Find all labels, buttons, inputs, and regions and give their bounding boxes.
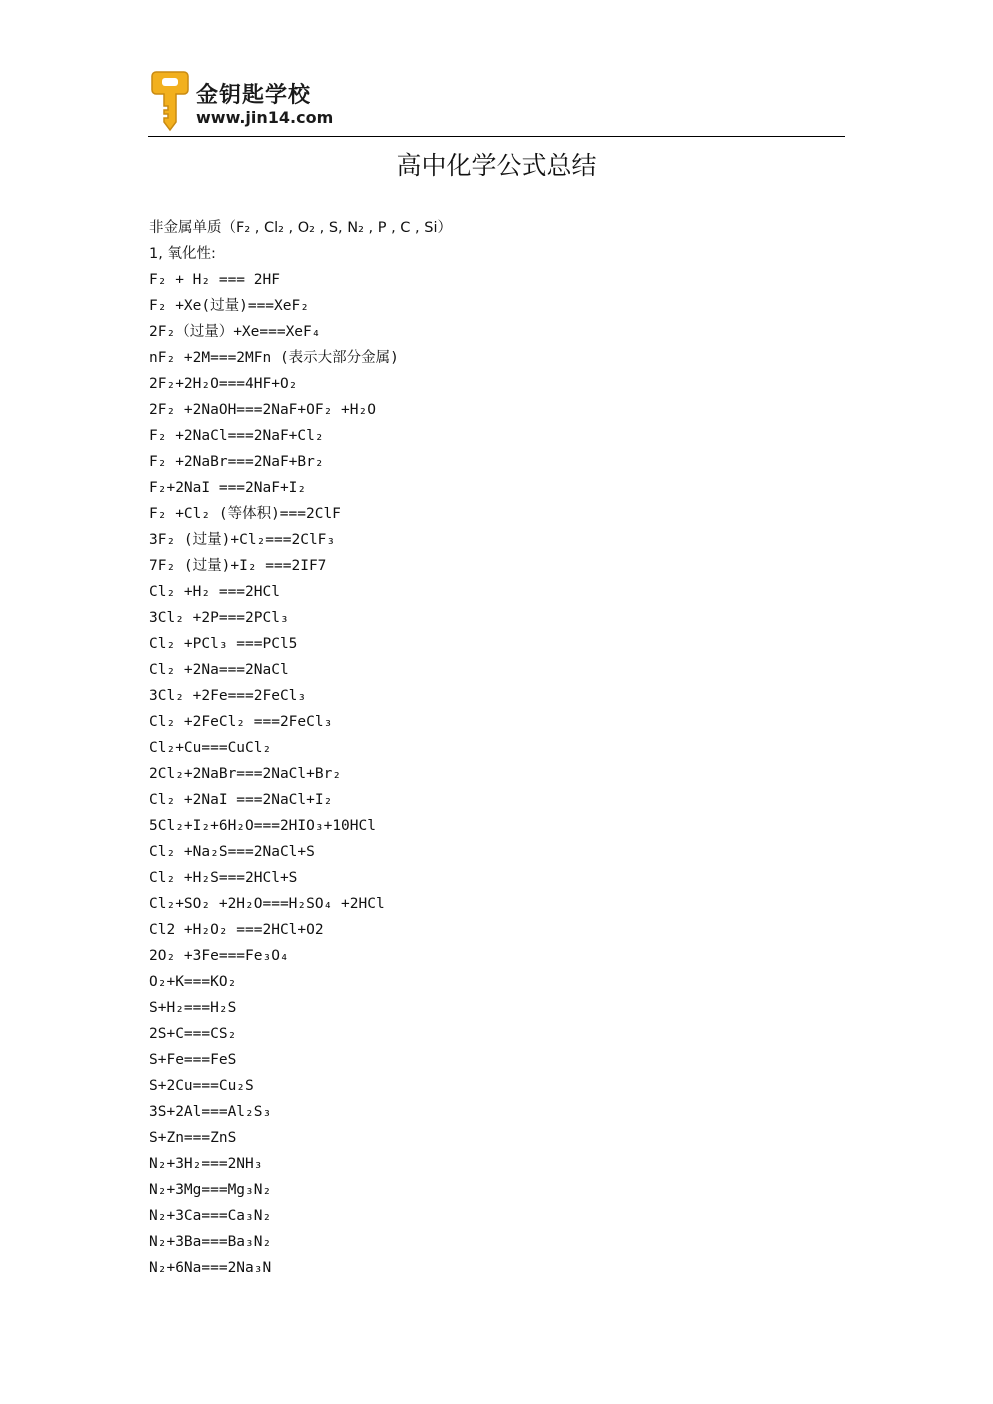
equation-line: N₂+3Ca===Ca₃N₂ — [149, 1208, 272, 1224]
equation-line: S+H₂===H₂S — [149, 1000, 237, 1016]
logo-name: 金钥匙学校 — [196, 82, 312, 108]
equation-line: 7F₂ (过量)+I₂ ===2IF7 — [149, 558, 327, 574]
subsection-heading: 1, 氧化性: — [149, 246, 216, 262]
equation-line: O₂+K===KO₂ — [149, 974, 237, 990]
equation-line: Cl₂+Cu===CuCl₂ — [149, 740, 272, 756]
equation-line: Cl₂ +H₂S===2HCl+S — [149, 870, 298, 886]
equation-line: Cl₂+SO₂ +2H₂O===H₂SO₄ +2HCl — [149, 896, 385, 912]
equation-line: S+Zn===ZnS — [149, 1130, 237, 1146]
equation-line: 2F₂+2H₂O===4HF+O₂ — [149, 376, 298, 392]
equation-line: N₂+6Na===2Na₃N — [149, 1260, 272, 1276]
equation-line: 2F₂ +2NaOH===2NaF+OF₂ +H₂O — [149, 402, 376, 418]
logo-url: www.jin14.com — [196, 108, 334, 127]
equation-line: Cl₂ +PCl₃ ===PCl5 — [149, 636, 298, 652]
formula-list — [149, 215, 849, 1281]
equation-line: 2Cl₂+2NaBr===2NaCl+Br₂ — [149, 766, 342, 782]
equation-line: 3Cl₂ +2P===2PCl₃ — [149, 610, 289, 626]
equation-line: Cl₂ +Na₂S===2NaCl+S — [149, 844, 315, 860]
equation-line: S+2Cu===Cu₂S — [149, 1078, 254, 1094]
equation-line: 3F₂ (过量)+Cl₂===2ClF₃ — [149, 532, 336, 548]
equation-line: F₂ +2NaBr===2NaF+Br₂ — [149, 454, 324, 470]
header-divider — [148, 136, 845, 137]
equation-line: Cl₂ +2FeCl₂ ===2FeCl₃ — [149, 714, 333, 730]
equation-line: N₂+3Ba===Ba₃N₂ — [149, 1234, 272, 1250]
equation-line: F₂ +2NaCl===2NaF+Cl₂ — [149, 428, 324, 444]
equation-list — [149, 267, 849, 1281]
equation-line: F₂+2NaI ===2NaF+I₂ — [149, 480, 307, 496]
page-title: 高中化学公式总结 — [396, 151, 597, 180]
equation-line: F₂ + H₂ === 2HF — [149, 272, 280, 288]
equation-line: Cl2 +H₂O₂ ===2HCl+O2 — [149, 922, 324, 938]
equation-line: F₂ +Xe(过量)===XeF₂ — [149, 298, 309, 314]
equation-line: 2O₂ +3Fe===Fe₃O₄ — [149, 948, 289, 964]
equation-line: 5Cl₂+I₂+6H₂O===2HIO₃+10HCl — [149, 818, 376, 834]
equation-line: 2S+C===CS₂ — [149, 1026, 237, 1042]
header — [148, 66, 845, 136]
equation-line: F₂ +Cl₂ (等体积)===2ClF — [149, 506, 341, 522]
equation-line: S+Fe===FeS — [149, 1052, 237, 1068]
equation-line: Cl₂ +H₂ ===2HCl — [149, 584, 280, 600]
equation-line: 3S+2Al===Al₂S₃ — [149, 1104, 272, 1120]
equation-line: 2F₂（过量）+Xe===XeF₄ — [149, 324, 321, 340]
equation-line: 3Cl₂ +2Fe===2FeCl₃ — [149, 688, 307, 704]
equation-line: Cl₂ +2Na===2NaCl — [149, 662, 289, 678]
equation-line: N₂+3H₂===2NH₃ — [149, 1156, 263, 1172]
equation-line: nF₂ +2M===2MFn (表示大部分金属) — [149, 350, 399, 366]
equation-line: N₂+3Mg===Mg₃N₂ — [149, 1182, 272, 1198]
section-heading: 非金属单质（F₂ , Cl₂ , O₂ , S, N₂ , P , C , Si） — [149, 220, 452, 236]
equation-line: Cl₂ +2NaI ===2NaCl+I₂ — [149, 792, 333, 808]
key-logo-icon — [150, 70, 190, 132]
